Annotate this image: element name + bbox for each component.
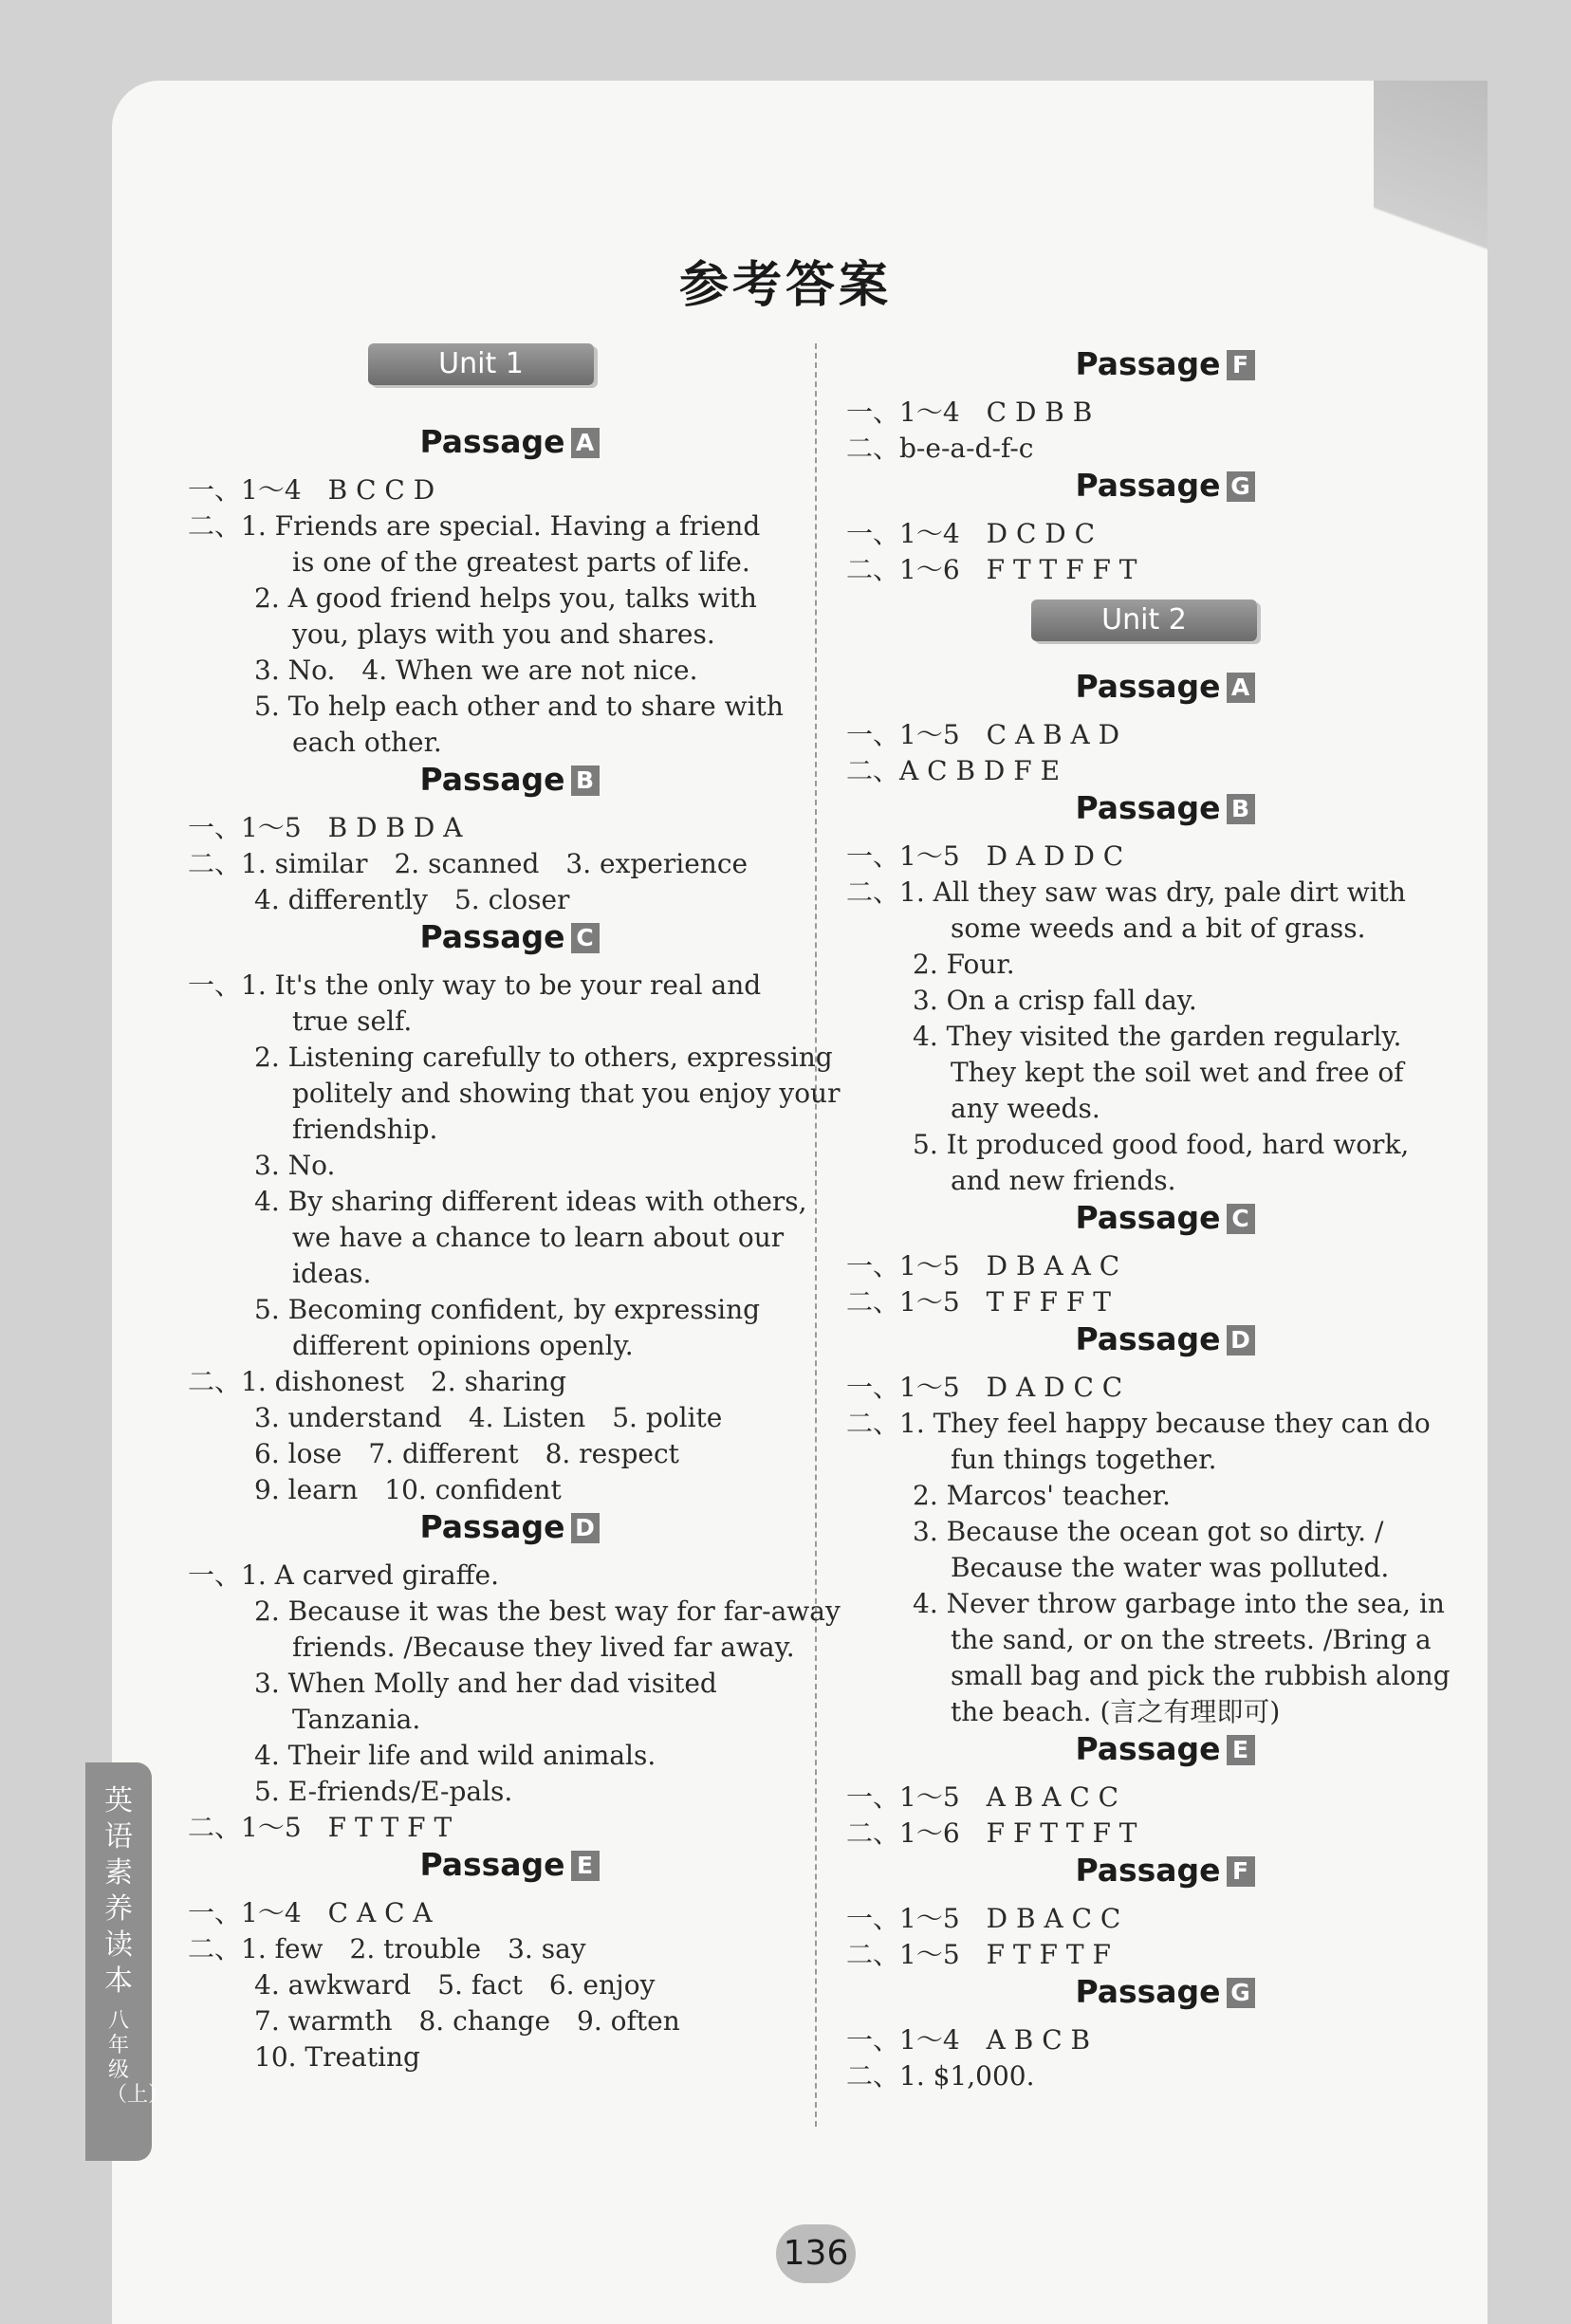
answer-line: fun things together. [951,1444,1217,1475]
answer-line: 二、b-e-a-d-f-c [846,433,1034,464]
passage-heading: Passage C [188,907,795,968]
answer-line: 二、1～5 F T F T F [846,1939,1111,1970]
answer-line: any weeds. [951,1093,1100,1124]
passage-heading: Passage F [846,334,1453,395]
passage-letter-badge: E [571,1851,600,1881]
passage-heading: Passage B [846,778,1453,839]
answer-line: 二、1～6 F T T F F T [846,554,1137,585]
answer-line: 5. Becoming confident, by expressing [254,1294,761,1325]
answer-line: 2. Marcos' teacher. [913,1480,1171,1511]
answer-line: 二、1. $1,000. [846,2060,1035,2092]
answer-line: 4. Their life and wild animals. [254,1740,656,1771]
answer-line: some weeds and a bit of grass. [951,913,1366,944]
answer-line: 一、1～5 D B A C C [846,1903,1121,1934]
answer-line: 4. differently 5. closer [254,884,570,915]
answer-line: 二、1. similar 2. scanned 3. experience [188,848,749,879]
answer-line: we have a chance to learn about our [292,1222,785,1253]
answer-line: 2. A good friend helps you, talks with [254,582,757,614]
answer-line: Because the water was polluted. [951,1552,1390,1583]
passage-letter-badge: A [571,428,600,458]
answer-line: 4. They visited the garden regularly. [913,1021,1402,1052]
answer-line: 3. No. 4. When we are not nice. [254,655,698,686]
answer-line: different opinions openly. [292,1330,634,1361]
passage-heading: Passage F [846,1840,1453,1901]
answer-line: small bag and pick the rubbish along [951,1660,1451,1691]
answer-line: 一、1～4 C D B B [846,397,1093,428]
passage-letter-badge: F [1227,1856,1255,1887]
answer-line: 一、1～5 B D B D A [188,812,463,843]
answer-line: true self. [292,1005,413,1037]
page-title: 参考答案 [678,257,892,314]
side-tab-title: 英语素养读本 [104,1784,133,1998]
answer-line: They kept the soil wet and free of [951,1057,1404,1088]
answer-line: 二、1～5 F T T F T [188,1812,453,1843]
passage-letter-badge: B [571,765,600,796]
answer-line: 3. understand 4. Listen 5. polite [254,1402,723,1433]
answer-line: 二、1. few 2. trouble 3. say [188,1933,586,1964]
answer-line: 5. E-friends/E-pals. [254,1776,513,1807]
answer-line: 6. lose 7. different 8. respect [254,1438,679,1469]
page-number: 136 [776,2224,856,2283]
answer-line: 3. Because the ocean got so dirty. / [913,1516,1384,1547]
answer-line: 二、1～5 T F F F T [846,1286,1111,1318]
column-divider [815,343,817,2127]
passage-heading: Passage G [846,1962,1453,2022]
answer-line: Tanzania. [292,1704,421,1735]
answer-line: the beach. (言之有理即可) [951,1696,1281,1727]
passage-heading: Passage G [846,455,1453,516]
answer-line: 二、1. Friends are special. Having a friend [188,510,761,542]
passage-letter-badge: A [1227,673,1255,703]
answer-line: 3. On a crisp fall day. [913,985,1197,1016]
right-column [846,341,1453,2094]
answer-line: 7. warmth 8. change 9. often [254,2005,680,2037]
passage-letter-badge: D [571,1513,600,1543]
answer-line: 5. It produced good food, hard work, [913,1129,1410,1160]
unit-1-banner: Unit 1 [368,343,594,385]
answer-line: 4. By sharing different ideas with others, [254,1186,807,1217]
passage-heading: Passage A [846,656,1453,717]
answer-line: friendship. [292,1114,438,1145]
passage-letter-badge: B [1227,794,1255,824]
answer-line: 一、1～5 D A D C C [846,1372,1123,1403]
answer-line: 二、1. All they saw was dry, pale dirt with [846,876,1406,908]
answer-line: 5. To help each other and to share with [254,691,784,722]
answer-line: 一、1～4 C A C A [188,1897,433,1928]
answer-line: each other. [292,727,442,758]
passage-letter-badge: D [1227,1325,1255,1356]
answer-line: 二、A C B D F E [846,755,1061,786]
answer-line: 4. Never throw garbage into the sea, in [913,1588,1445,1619]
passage-letter-badge: E [1227,1735,1255,1765]
side-tab [85,1762,170,2161]
answer-line: 3. No. [254,1150,336,1181]
answer-line: 2. Listening carefully to others, expressing [254,1042,833,1073]
answer-line: 二、1～6 F F T T F T [846,1817,1137,1849]
answer-line: 二、1. They feel happy because they can do [846,1408,1431,1439]
passage-letter-badge: G [1227,1978,1255,2008]
answer-line: 10. Treating [254,2041,420,2073]
passage-heading: Passage E [846,1719,1453,1780]
answer-line: you, plays with you and shares. [292,618,715,650]
passage-heading: Passage E [188,1835,795,1895]
answer-line: 一、1～5 A B A C C [846,1781,1119,1813]
answer-line: and new friends. [951,1165,1176,1196]
answer-line: 9. learn 10. confident [254,1474,562,1505]
side-tab-grade: 八年级（上） [106,2009,170,2107]
passage-heading: Passage B [188,749,795,810]
answer-line: 一、1. A carved giraffe. [188,1559,500,1591]
answer-line: 一、1～5 C A B A D [846,719,1120,750]
answer-line: 一、1～5 D A D D C [846,840,1124,872]
passage-letter-badge: G [1227,471,1255,502]
answer-line: 2. Because it was the best way for far-away [254,1595,841,1627]
answer-line: 一、1～4 D C D C [846,518,1096,549]
answer-line: friends. /Because they lived far away. [292,1632,795,1663]
passage-heading: Passage C [846,1188,1453,1248]
answer-line: 2. Four. [913,949,1015,980]
answer-line: 一、1. It's the only way to be your real and [188,969,762,1001]
answer-line: 一、1～5 D B A A C [846,1250,1120,1282]
answer-line: 4. awkward 5. fact 6. enjoy [254,1969,656,2001]
answer-line: is one of the greatest parts of life. [292,546,750,578]
left-column [188,341,841,2075]
answer-line: 一、1～4 B C C D [188,474,435,506]
passage-heading: Passage D [846,1309,1453,1370]
answer-line: 一、1～4 A B C B [846,2024,1091,2056]
answer-line: politely and showing that you enjoy your [292,1078,841,1109]
passage-heading: Passage D [188,1497,795,1558]
answer-line: 3. When Molly and her dad visited [254,1668,717,1699]
answer-line: ideas. [292,1258,372,1289]
passage-letter-badge: C [1227,1204,1255,1234]
passage-letter-badge: F [1227,350,1255,380]
passage-letter-badge: C [571,923,600,953]
unit-2-banner: Unit 2 [1031,599,1257,641]
passage-heading: Passage A [188,412,795,472]
answer-line: 二、1. dishonest 2. sharing [188,1366,566,1397]
answer-line: the sand, or on the streets. /Bring a [951,1624,1432,1655]
